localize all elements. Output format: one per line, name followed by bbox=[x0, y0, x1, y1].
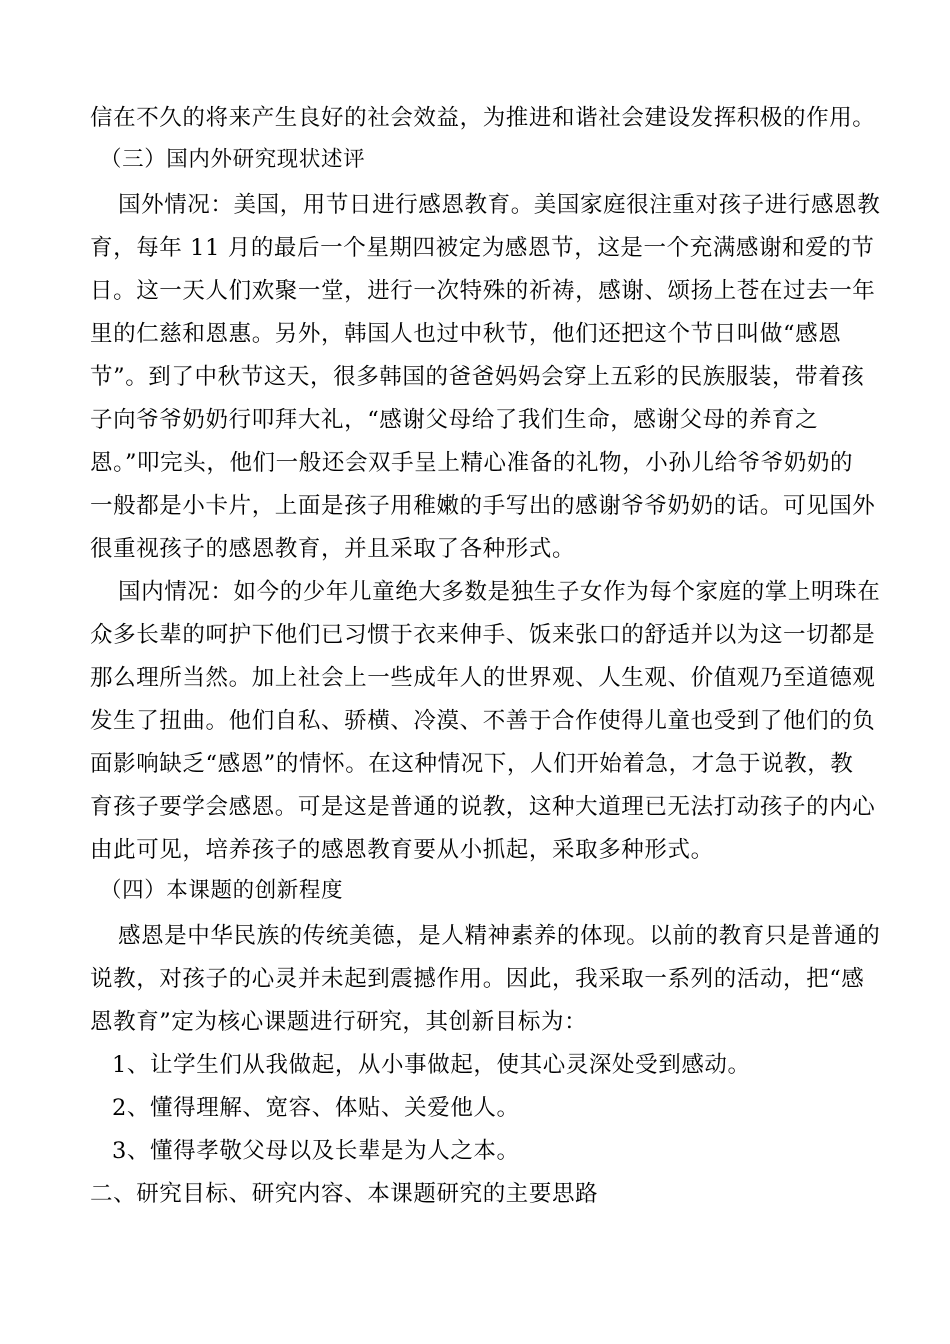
subsection-heading-3: （三）国内外研究现状述评 bbox=[100, 147, 366, 172]
paragraph-line: 说教，对孩子的心灵并未起到震撼作用。因此，我采取一系列的活动，把“感 bbox=[90, 966, 865, 992]
paragraph-line: 很重视孩子的感恩教育，并且采取了各种形式。 bbox=[90, 536, 576, 562]
paragraph-line: 感恩是中华民族的传统美德，是人精神素养的体现。以前的教育只是普通的 bbox=[118, 923, 881, 949]
paragraph-line: 育，每年 11 月的最后一个星期四被定为感恩节，这是一个充满感谢和爱的节 bbox=[90, 235, 875, 261]
list-item: 3、懂得孝敬父母以及长辈是为人之本。 bbox=[112, 1138, 520, 1164]
paragraph-line: 由此可见，培养孩子的感恩教育要从小抓起，采取多种形式。 bbox=[90, 837, 714, 863]
paragraph-line: 日。这一天人们欢聚一堂，进行一次特殊的祈祷，感谢、颂扬上苍在过去一年 bbox=[90, 278, 876, 304]
paragraph-line: 众多长辈的呵护下他们已习惯于衣来伸手、饭来张口的舒适并以为这一切都是 bbox=[90, 622, 876, 648]
list-item: 1、让学生们从我做起，从小事做起，使其心灵深处受到感动。 bbox=[112, 1052, 751, 1078]
list-item: 2、懂得理解、宽容、体贴、关爱他人。 bbox=[112, 1095, 520, 1121]
paragraph-line: 国内情况：如今的少年儿童绝大多数是独生子女作为每个家庭的掌上明珠在 bbox=[118, 579, 881, 605]
paragraph-line: 面影响缺乏“感恩”的情怀。在这种情况下，人们开始着急，才急于说教，教 bbox=[90, 751, 854, 777]
paragraph-line: 恩。”叩完头，他们一般还会双手呈上精心准备的礼物，小孙儿给爷爷奶奶的 bbox=[90, 450, 854, 476]
paragraph-line: 恩教育”定为核心课题进行研究，其创新目标为： bbox=[90, 1009, 588, 1035]
paragraph-line: 节”。到了中秋节这天，很多韩国的爸爸妈妈会穿上五彩的民族服装，带着孩 bbox=[90, 364, 865, 390]
paragraph-line: 育孩子要学会感恩。可是这是普通的说教，这种大道理已无法打动孩子的内心 bbox=[90, 794, 876, 820]
paragraph-line: 国外情况：美国，用节日进行感恩教育。美国家庭很注重对孩子进行感恩教 bbox=[118, 192, 881, 218]
paragraph-line: 子向爷爷奶奶行叩拜大礼，“感谢父母给了我们生命，感谢父母的养育之 bbox=[90, 407, 819, 433]
paragraph-line: 信在不久的将来产生良好的社会效益，为推进和谐社会建设发挥积极的作用。 bbox=[90, 105, 876, 131]
paragraph-line: 发生了扭曲。他们自私、骄横、冷漠、不善于合作使得儿童也受到了他们的负 bbox=[90, 708, 876, 734]
paragraph-line: 里的仁慈和恩惠。另外，韩国人也过中秋节，他们还把这个节日叫做“感恩 bbox=[90, 321, 842, 347]
subsection-heading-4: （四）本课题的创新程度 bbox=[100, 878, 344, 903]
paragraph-line: 那么理所当然。加上社会上一些成年人的世界观、人生观、价值观乃至道德观 bbox=[90, 665, 876, 691]
paragraph-line: 一般都是小卡片，上面是孩子用稚嫩的手写出的感谢爷爷奶奶的话。可见国外 bbox=[90, 493, 876, 519]
section-heading-2: 二、研究目标、研究内容、本课题研究的主要思路 bbox=[90, 1181, 599, 1207]
